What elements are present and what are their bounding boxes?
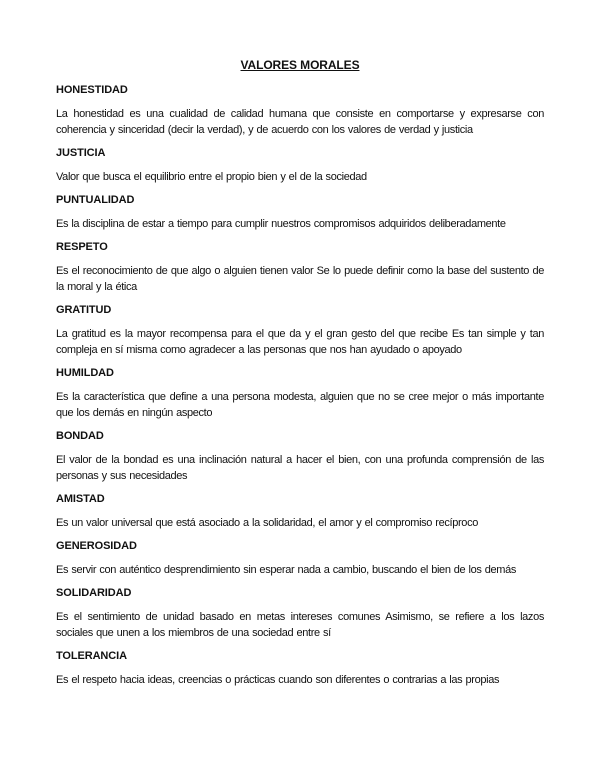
entry-text: La honestidad es una cualidad de calidad humana que consiste en comportarse y expresarse con coherencia y sinceridad (decir la verdad), y de acuerdo con los valores de verdad y justicia (56, 108, 544, 136)
entry-text: La gratitud es la mayor recompensa para el que da y el gran gesto del que recibe Es tan simple y tan compleja en sí misma como agradecer a las personas que nos han ayudado o apoyado (56, 328, 544, 356)
entry-heading: JUSTICIA (56, 147, 106, 159)
entry-text: Es un valor universal que está asociado a la solidaridad, el amor y el compromiso recíproco (56, 517, 478, 529)
entry-solidaridad (56, 587, 544, 641)
entry-heading: PUNTUALIDAD (56, 194, 135, 206)
entry-heading: TOLERANCIA (56, 650, 127, 662)
entry-heading: GRATITUD (56, 304, 112, 316)
entry-text: Es la característica que define a una persona modesta, alguien que no se cree mejor o más importante que los demás en ningún aspecto (56, 391, 544, 419)
entry-text: Es el sentimiento de unidad basado en metas intereses comunes Asimismo, se refiere a los lazos sociales que unen a los miembros de una sociedad entre sí (56, 611, 544, 639)
document-title: VALORES MORALES (240, 58, 360, 72)
entry-text: Es el reconocimiento de que algo o alguien tienen valor Se lo puede definir como la base del sustento de la moral y la ética (56, 265, 544, 293)
entry-heading: RESPETO (56, 241, 108, 253)
entry-heading: GENEROSIDAD (56, 540, 137, 552)
entry-respeto (56, 241, 544, 295)
entry-text: Es servir con auténtico desprendimiento sin esperar nada a cambio, buscando el bien de los demás (56, 564, 517, 576)
entry-justicia (56, 147, 544, 185)
entry-heading: AMISTAD (56, 493, 105, 505)
entry-bondad (56, 430, 544, 484)
entry-generosidad (56, 540, 544, 578)
entry-text: Valor que busca el equilibrio entre el propio bien y el de la sociedad (56, 171, 367, 183)
entry-amistad (56, 493, 544, 531)
entry-text: Es el respeto hacia ideas, creencias o prácticas cuando son diferentes o contrarias a las propias (56, 674, 500, 686)
entry-heading: HONESTIDAD (56, 84, 128, 96)
entry-honestidad (56, 84, 544, 138)
entry-heading: SOLIDARIDAD (56, 587, 132, 599)
entry-humildad (56, 367, 544, 421)
entry-text: Es la disciplina de estar a tiempo para cumplir nuestros compromisos adquiridos deliberadamente (56, 218, 506, 230)
entry-puntualidad (56, 194, 544, 232)
entry-tolerancia (56, 650, 544, 688)
entry-heading: BONDAD (56, 430, 104, 442)
entry-gratitud (56, 304, 544, 358)
entry-heading: HUMILDAD (56, 367, 114, 379)
entry-text: El valor de la bondad es una inclinación natural a hacer el bien, con una profunda comprensión de las personas y sus necesidades (56, 454, 544, 482)
